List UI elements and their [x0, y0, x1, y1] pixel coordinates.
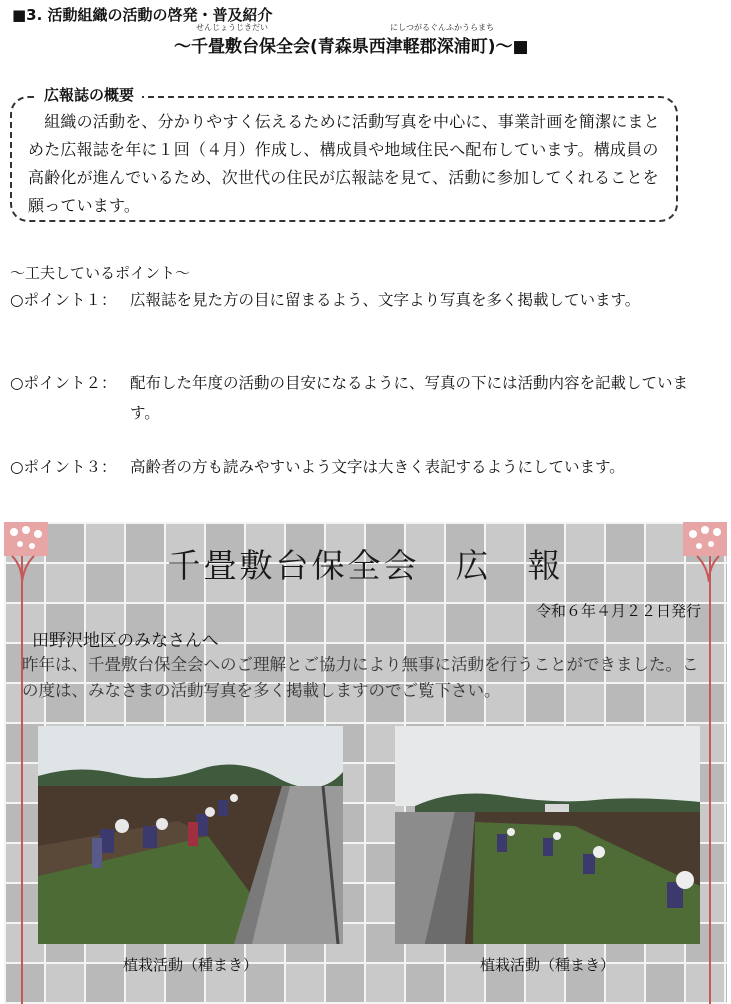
points-heading: ～工夫しているポイント～	[10, 264, 191, 282]
organization-line	[174, 23, 529, 57]
newsletter-greeting: 田野沢地区のみなさんへ	[32, 631, 219, 651]
organization-name-text: ～千畳敷台保全会(青森県西津軽郡深浦町)～■	[174, 37, 529, 57]
right-decorative-line	[709, 522, 711, 1004]
point-text: 広報誌を見た方の目に留まるよう、文字より写真を多く掲載しています。	[130, 291, 641, 309]
point-label: ○ポイント３：	[10, 458, 117, 476]
field-photo-image	[395, 726, 700, 944]
point-item-1	[10, 285, 710, 315]
issue-date: 令和６年４月２２日発行	[535, 602, 701, 620]
point-label: ○ポイント１：	[10, 291, 117, 309]
ruby-org-name: せんじょうじきだい	[196, 23, 268, 32]
field-photo-image	[38, 726, 343, 944]
left-decorative-line	[21, 522, 23, 1004]
newsletter-title: 千畳敷台保全会 広 報	[167, 546, 564, 585]
point-item-3	[10, 452, 710, 482]
ruby-place-name: にしつがるぐんふかうらまち	[390, 23, 494, 32]
summary-title: 広報誌の概要	[36, 84, 142, 105]
point-item-2	[10, 368, 710, 428]
point-text: 高齢者の方も読みやすいよう文字は大きく表記するようにしています。	[130, 458, 625, 476]
section-title: ■3. 活動組織の活動の啓発・普及紹介	[12, 6, 273, 24]
photo-planting-2	[395, 726, 700, 944]
photo-planting-1	[38, 726, 343, 944]
newsletter-panel	[4, 522, 727, 1004]
summary-text: 組織の活動を、分かりやすく伝えるために活動写真を中心に、事業計画を簡潔にまとめた広報誌を年に１回（４月）作成し、構成員や地域住民へ配布しています。構成員の高齢化が進んでいるため、次世代の住民が広報誌を見て、活動に参加してくれることを願っています。	[28, 112, 660, 215]
newsletter-body: 昨年は、千畳敷台保全会へのご理解とご協力により無事に活動を行うことができました。この度は、みなさまの活動写真を多く掲載しますのでご覧下さい。	[22, 655, 699, 700]
photo-caption-1: 植栽活動（種まき）	[122, 956, 258, 974]
photo-caption-2: 植栽活動（種まき）	[479, 956, 615, 974]
point-label: ○ポイント２：	[10, 374, 117, 392]
point-text: 配布した年度の活動の目安になるように、写真の下には活動内容を記載しています。	[130, 374, 689, 422]
